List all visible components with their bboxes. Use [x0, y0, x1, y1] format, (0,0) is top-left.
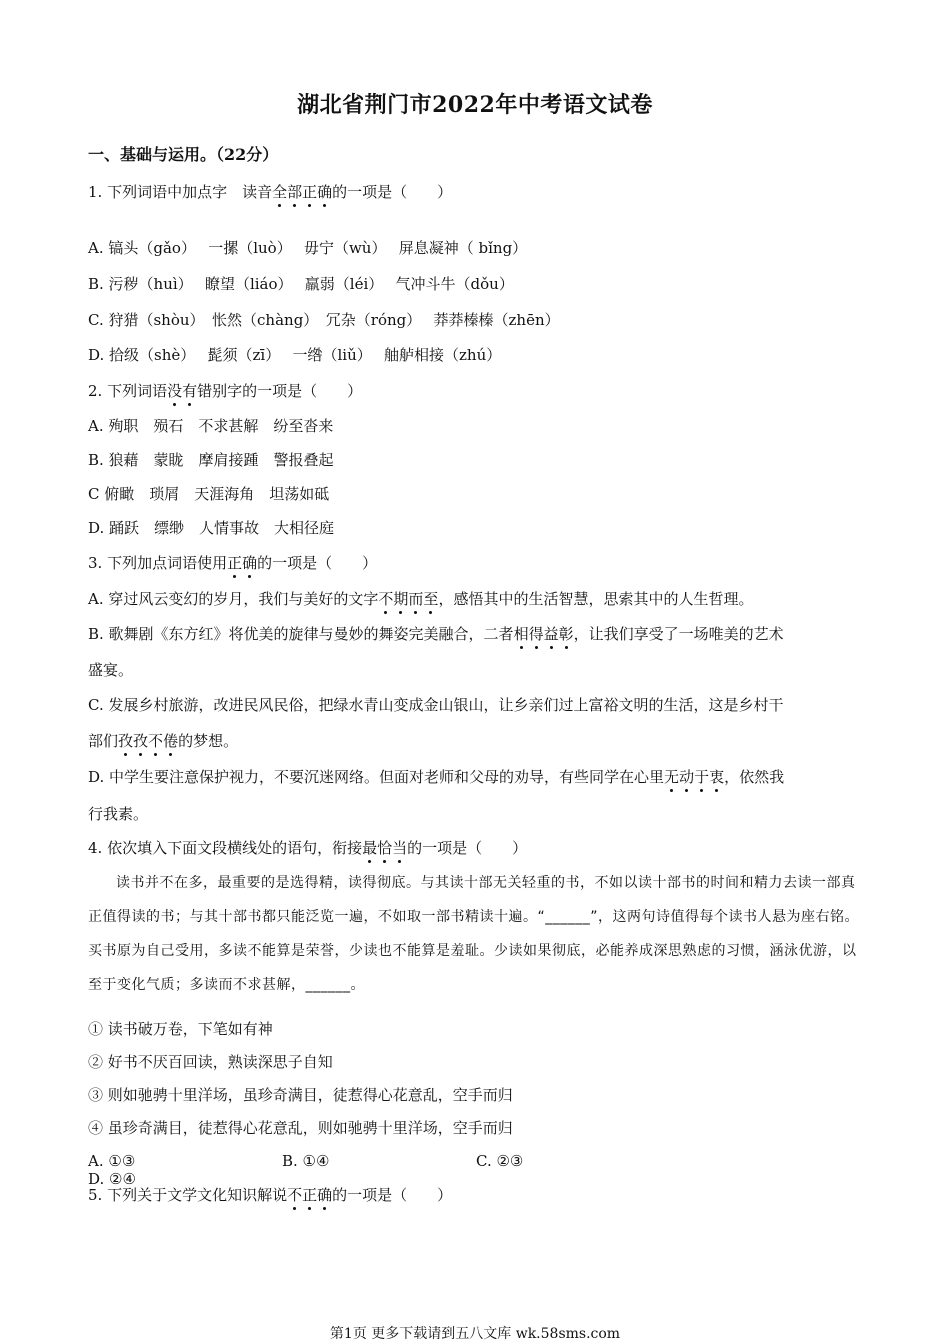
q3-option-a: A. 穿过风云变幻的岁月，我们与美好的文字不期而至，感悟其中的生活智慧，思索其中的人生哲理。: [88, 590, 754, 608]
q4-item-3: ③ 则如驰骋十里洋场，虽珍奇满目，徒惹得心花意乱，空手而归: [88, 1086, 513, 1104]
q4-option-c: C. ②③: [476, 1152, 524, 1170]
q3-option-c-cont: 部们孜孜不倦的梦想。: [88, 732, 239, 750]
q3-option-d-cont: 行我素。: [88, 805, 149, 823]
page-title: 湖北省荆门市2022年中考语文试卷: [297, 92, 653, 118]
q2-option-d: D. 踊跃 缥缈 人情事故 大相径庭: [88, 519, 335, 537]
q4-item-2: ② 好书不厌百回读，熟读深思子自知: [88, 1053, 333, 1071]
emphasis-dots: 不期而至: [378, 590, 439, 608]
question-1-stem: 1. 下列词语中加点字 读音全部正确的一项是（ ）: [88, 183, 453, 201]
q3-option-b-cont: 盛宴。: [88, 661, 134, 679]
question-3-stem: 3. 下列加点词语使用正确的一项是（ ）: [88, 554, 378, 572]
question-4-stem: 4. 依次填入下面文段横线处的语句，衔接最恰当的一项是（ ）: [88, 839, 528, 857]
q1-option-d: D. 拾级（shè） 髭须（zī） 一绺（liǔ） 舳舻相接（zhú）: [88, 346, 502, 364]
q2-option-a: A. 殉职 殒石 不求甚解 纷至沓来: [88, 417, 334, 435]
emphasis-dots: 孜孜不倦: [118, 732, 179, 750]
question-5-stem: 5. 下列关于文学文化知识解说不正确的一项是（ ）: [88, 1186, 453, 1204]
emphasis-dots: 正确: [227, 554, 258, 572]
emphasis-dots: 没有: [167, 382, 198, 400]
q2-option-c: C 俯瞰 琐屑 天涯海角 坦荡如砥: [88, 485, 330, 503]
q3-option-d: D. 中学生要注意保护视力，不要沉迷网络。但面对老师和父母的劝导，有些同学在心里无动于衷，依然我: [88, 768, 785, 786]
q3-option-c: C. 发展乡村旅游，改进民风民俗，把绿水青山变成金山银山，让乡亲们过上富裕文明的生活，这是乡村干: [88, 696, 784, 714]
q4-options: [88, 1152, 863, 1188]
q1-option-c: C. 狩猎（shòu） 怅然（chàng） 冗杂（róng） 莽莽榛榛（zhēn）: [88, 311, 560, 329]
question-2-stem: 2. 下列词语没有错别字的一项是（ ）: [88, 382, 363, 400]
q2-option-b: B. 狼藉 蒙眬 摩肩接踵 警报叠起: [88, 451, 334, 469]
emphasis-dots: 无动于衷: [664, 768, 725, 786]
reading-passage: 读书并不在多，最重要的是选得精，读得彻底。与其读十部无关轻重的书，不如以读十部书的时间和精力去读一部真正值得读的书；与其十部书都只能泛览一遍，不如取一部书精读十遍。“______”，这两句诗值得每个读书人悬为座右铭。买书原为自己受用，多读不能算是荣誉，少读也不能算是羞耻。少读如果彻底，必能养成深思熟虑的习惯，涵泳优游，以至于变化气质；多读而不求甚解，______。: [88, 875, 860, 993]
emphasis-dots: 不正确: [287, 1186, 333, 1204]
q3-option-b: B. 歌舞剧《东方红》将优美的旋律与曼妙的舞姿完美融合，二者相得益彰，让我们享受了一场唯美的艺术: [88, 625, 784, 643]
emphasis-dots: 全部正确: [272, 183, 333, 201]
q1-option-b: B. 污秽（huì） 瞭望（liáo） 羸弱（léi） 气冲斗牛（dǒu）: [88, 275, 514, 293]
section-heading: 一、基础与运用。（22分）: [88, 145, 279, 164]
page-footer: 第1页 更多下载请到五八文库 wk.58sms.com: [329, 1326, 621, 1342]
q1-option-a: A. 镐头（gǎo） 一摞（luò） 毋宁（wù） 屏息凝神（ bǐng）: [88, 239, 528, 257]
q4-item-1: ① 读书破万卷，下笔如有神: [88, 1020, 273, 1038]
q4-option-a: A. ①③: [88, 1152, 136, 1170]
q4-option-b: B. ①④: [282, 1152, 330, 1170]
emphasis-dots: 相得益彰: [513, 625, 574, 643]
emphasis-dots: 最恰当: [362, 839, 408, 857]
q4-item-4: ④ 虽珍奇满目，徒惹得心花意乱，则如驰骋十里洋场，空手而归: [88, 1119, 513, 1137]
q4-option-d: D. ②④: [88, 1170, 136, 1188]
